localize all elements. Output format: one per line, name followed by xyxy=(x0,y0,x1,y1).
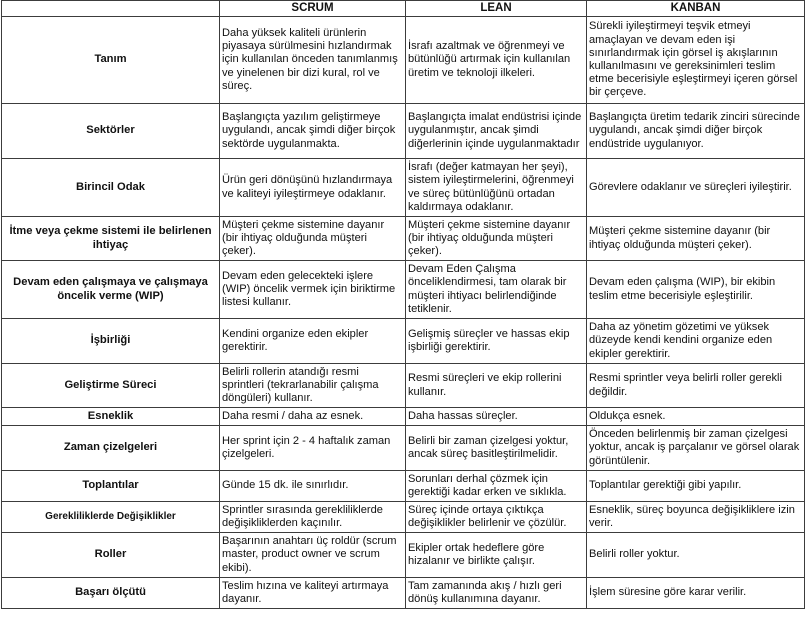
scrum-cell: Devam eden gelecekteki işlere (WIP) öncelik vermek için biriktirme listesi kullanır. xyxy=(220,261,406,319)
lean-cell: Sorunları derhal çözmek için gerektiği kadar erken ve sıklıkla. xyxy=(406,471,587,502)
scrum-cell: Ürün geri dönüşünü hızlandırmaya ve kaliteyi iyileştirmeye odaklanır. xyxy=(220,159,406,217)
lean-cell: İsrafı azaltmak ve öğrenmeyi ve bütünlüğü artırmak için kullanılan üretim ve teknoloji ilkeleri. xyxy=(406,17,587,104)
table-row xyxy=(2,17,805,104)
lean-cell: Resmi süreçleri ve ekip rollerini kullanır. xyxy=(406,364,587,408)
row-label: Devam eden çalışmaya ve çalışmaya öncelik verme (WIP) xyxy=(2,261,220,319)
table-row xyxy=(2,104,805,159)
kanban-cell: Müşteri çekme sistemine dayanır (bir ihtiyaç olduğunda müşteri çeker). xyxy=(587,217,805,261)
kanban-cell: İşlem süresine göre karar verilir. xyxy=(587,578,805,609)
scrum-cell: Kendini organize eden ekipler gerektirir. xyxy=(220,319,406,364)
scrum-cell: Belirli rollerin atandığı resmi sprintleri (tekrarlanabilir çalışma döngüleri) kullanır. xyxy=(220,364,406,408)
row-label: Zaman çizelgeleri xyxy=(2,426,220,471)
row-label: Başarı ölçütü xyxy=(2,578,220,609)
scrum-cell: Her sprint için 2 - 4 haftalık zaman çizelgeleri. xyxy=(220,426,406,471)
table-row xyxy=(2,471,805,502)
table-row xyxy=(2,533,805,578)
lean-cell: Başlangıçta imalat endüstrisi içinde uygulanmıştır, ancak şimdi diğerlerinin içinde uygulanmaktadır xyxy=(406,104,587,159)
scrum-cell: Başarının anahtarı üç roldür (scrum master, product owner ve scrum ekibi). xyxy=(220,533,406,578)
header-scrum: SCRUM xyxy=(220,1,406,17)
lean-cell: Tam zamanında akış / hızlı geri dönüş kullanımına dayanır. xyxy=(406,578,587,609)
table-row xyxy=(2,217,805,261)
lean-cell: Belirli bir zaman çizelgesi yoktur, ancak süreç basitleştirilmelidir. xyxy=(406,426,587,471)
table-row xyxy=(2,426,805,471)
header-kanban: KANBAN xyxy=(587,1,805,17)
kanban-cell: Esneklik, süreç boyunca değişikliklere izin verir. xyxy=(587,502,805,533)
kanban-cell: Görevlere odaklanır ve süreçleri iyileştirir. xyxy=(587,159,805,217)
kanban-cell: Toplantılar gerektiği gibi yapılır. xyxy=(587,471,805,502)
row-label: Gerekliliklerde Değişiklikler xyxy=(2,502,220,533)
kanban-cell: Devam eden çalışma (WIP), bir ekibin teslim etme becerisiyle eşleştirilir. xyxy=(587,261,805,319)
lean-cell: Devam Eden Çalışma önceliklendirmesi, tam olarak bir müşteri ihtiyacı belirlendiğinde tetiklenir. xyxy=(406,261,587,319)
methodology-comparison-table xyxy=(1,0,805,609)
header-empty xyxy=(2,1,220,17)
table-row xyxy=(2,364,805,408)
row-label: Esneklik xyxy=(2,408,220,426)
kanban-cell: Önceden belirlenmiş bir zaman çizelgesi yoktur, ancak iş parçalanır ve görsel olarak görüntülenir. xyxy=(587,426,805,471)
row-label: Birincil Odak xyxy=(2,159,220,217)
row-label: İtme veya çekme sistemi ile belirlenen ihtiyaç xyxy=(2,217,220,261)
row-label: Toplantılar xyxy=(2,471,220,502)
scrum-cell: Başlangıçta yazılım geliştirmeye uygulandı, ancak şimdi diğer birçok sektörde uygulanmakta. xyxy=(220,104,406,159)
row-label: İşbirliği xyxy=(2,319,220,364)
kanban-cell: Resmi sprintler veya belirli roller gerekli değildir. xyxy=(587,364,805,408)
lean-cell: İsrafı (değer katmayan her şeyi), sistem iyileştirmelerini, öğrenmeyi ve süreç bütünlüğünü ortadan kaldırmaya odaklanır. xyxy=(406,159,587,217)
table-row xyxy=(2,319,805,364)
scrum-cell: Teslim hızına ve kaliteyi artırmaya dayanır. xyxy=(220,578,406,609)
scrum-cell: Müşteri çekme sistemine dayanır (bir ihtiyaç olduğunda müşteri çeker). xyxy=(220,217,406,261)
table-row xyxy=(2,159,805,217)
kanban-cell: Sürekli iyileştirmeyi teşvik etmeyi amaçlayan ve devam eden işi sınırlandırmak için görsel iş akışlarının kullanılmasını ve gereksinimleri teslim etme becerisiyle eşleştirmeyi içeren görsel bir çerçeve. xyxy=(587,17,805,104)
lean-cell: Müşteri çekme sistemine dayanır (bir ihtiyaç olduğunda müşteri çeker). xyxy=(406,217,587,261)
lean-cell: Ekipler ortak hedeflere göre hizalanır ve birlikte çalışır. xyxy=(406,533,587,578)
row-label: Tanım xyxy=(2,17,220,104)
kanban-cell: Oldukça esnek. xyxy=(587,408,805,426)
row-label: Geliştirme Süreci xyxy=(2,364,220,408)
kanban-cell: Belirli roller yoktur. xyxy=(587,533,805,578)
row-label: Sektörler xyxy=(2,104,220,159)
scrum-cell: Sprintler sırasında gerekliliklerde değişikliklerden kaçınılır. xyxy=(220,502,406,533)
header-row xyxy=(2,1,805,17)
scrum-cell: Daha yüksek kaliteli ürünlerin piyasaya sürülmesini hızlandırmak için kullanılan önceden tanımlanmış ve yinelenen bir dizi kural, rol ve süreç. xyxy=(220,17,406,104)
table-row xyxy=(2,502,805,533)
lean-cell: Daha hassas süreçler. xyxy=(406,408,587,426)
scrum-cell: Daha resmi / daha az esnek. xyxy=(220,408,406,426)
kanban-cell: Başlangıçta üretim tedarik zinciri sürecinde uygulandı, ancak şimdi diğer birçok endüstride uygulanıyor. xyxy=(587,104,805,159)
kanban-cell: Daha az yönetim gözetimi ve yüksek düzeyde kendi kendini organize eden ekipler gerektirir. xyxy=(587,319,805,364)
lean-cell: Süreç içinde ortaya çıktıkça değişiklikler belirlenir ve çözülür. xyxy=(406,502,587,533)
header-lean: LEAN xyxy=(406,1,587,17)
lean-cell: Gelişmiş süreçler ve hassas ekip işbirliği gerektirir. xyxy=(406,319,587,364)
table-row xyxy=(2,261,805,319)
scrum-cell: Günde 15 dk. ile sınırlıdır. xyxy=(220,471,406,502)
table-row xyxy=(2,408,805,426)
row-label: Roller xyxy=(2,533,220,578)
table-row xyxy=(2,578,805,609)
